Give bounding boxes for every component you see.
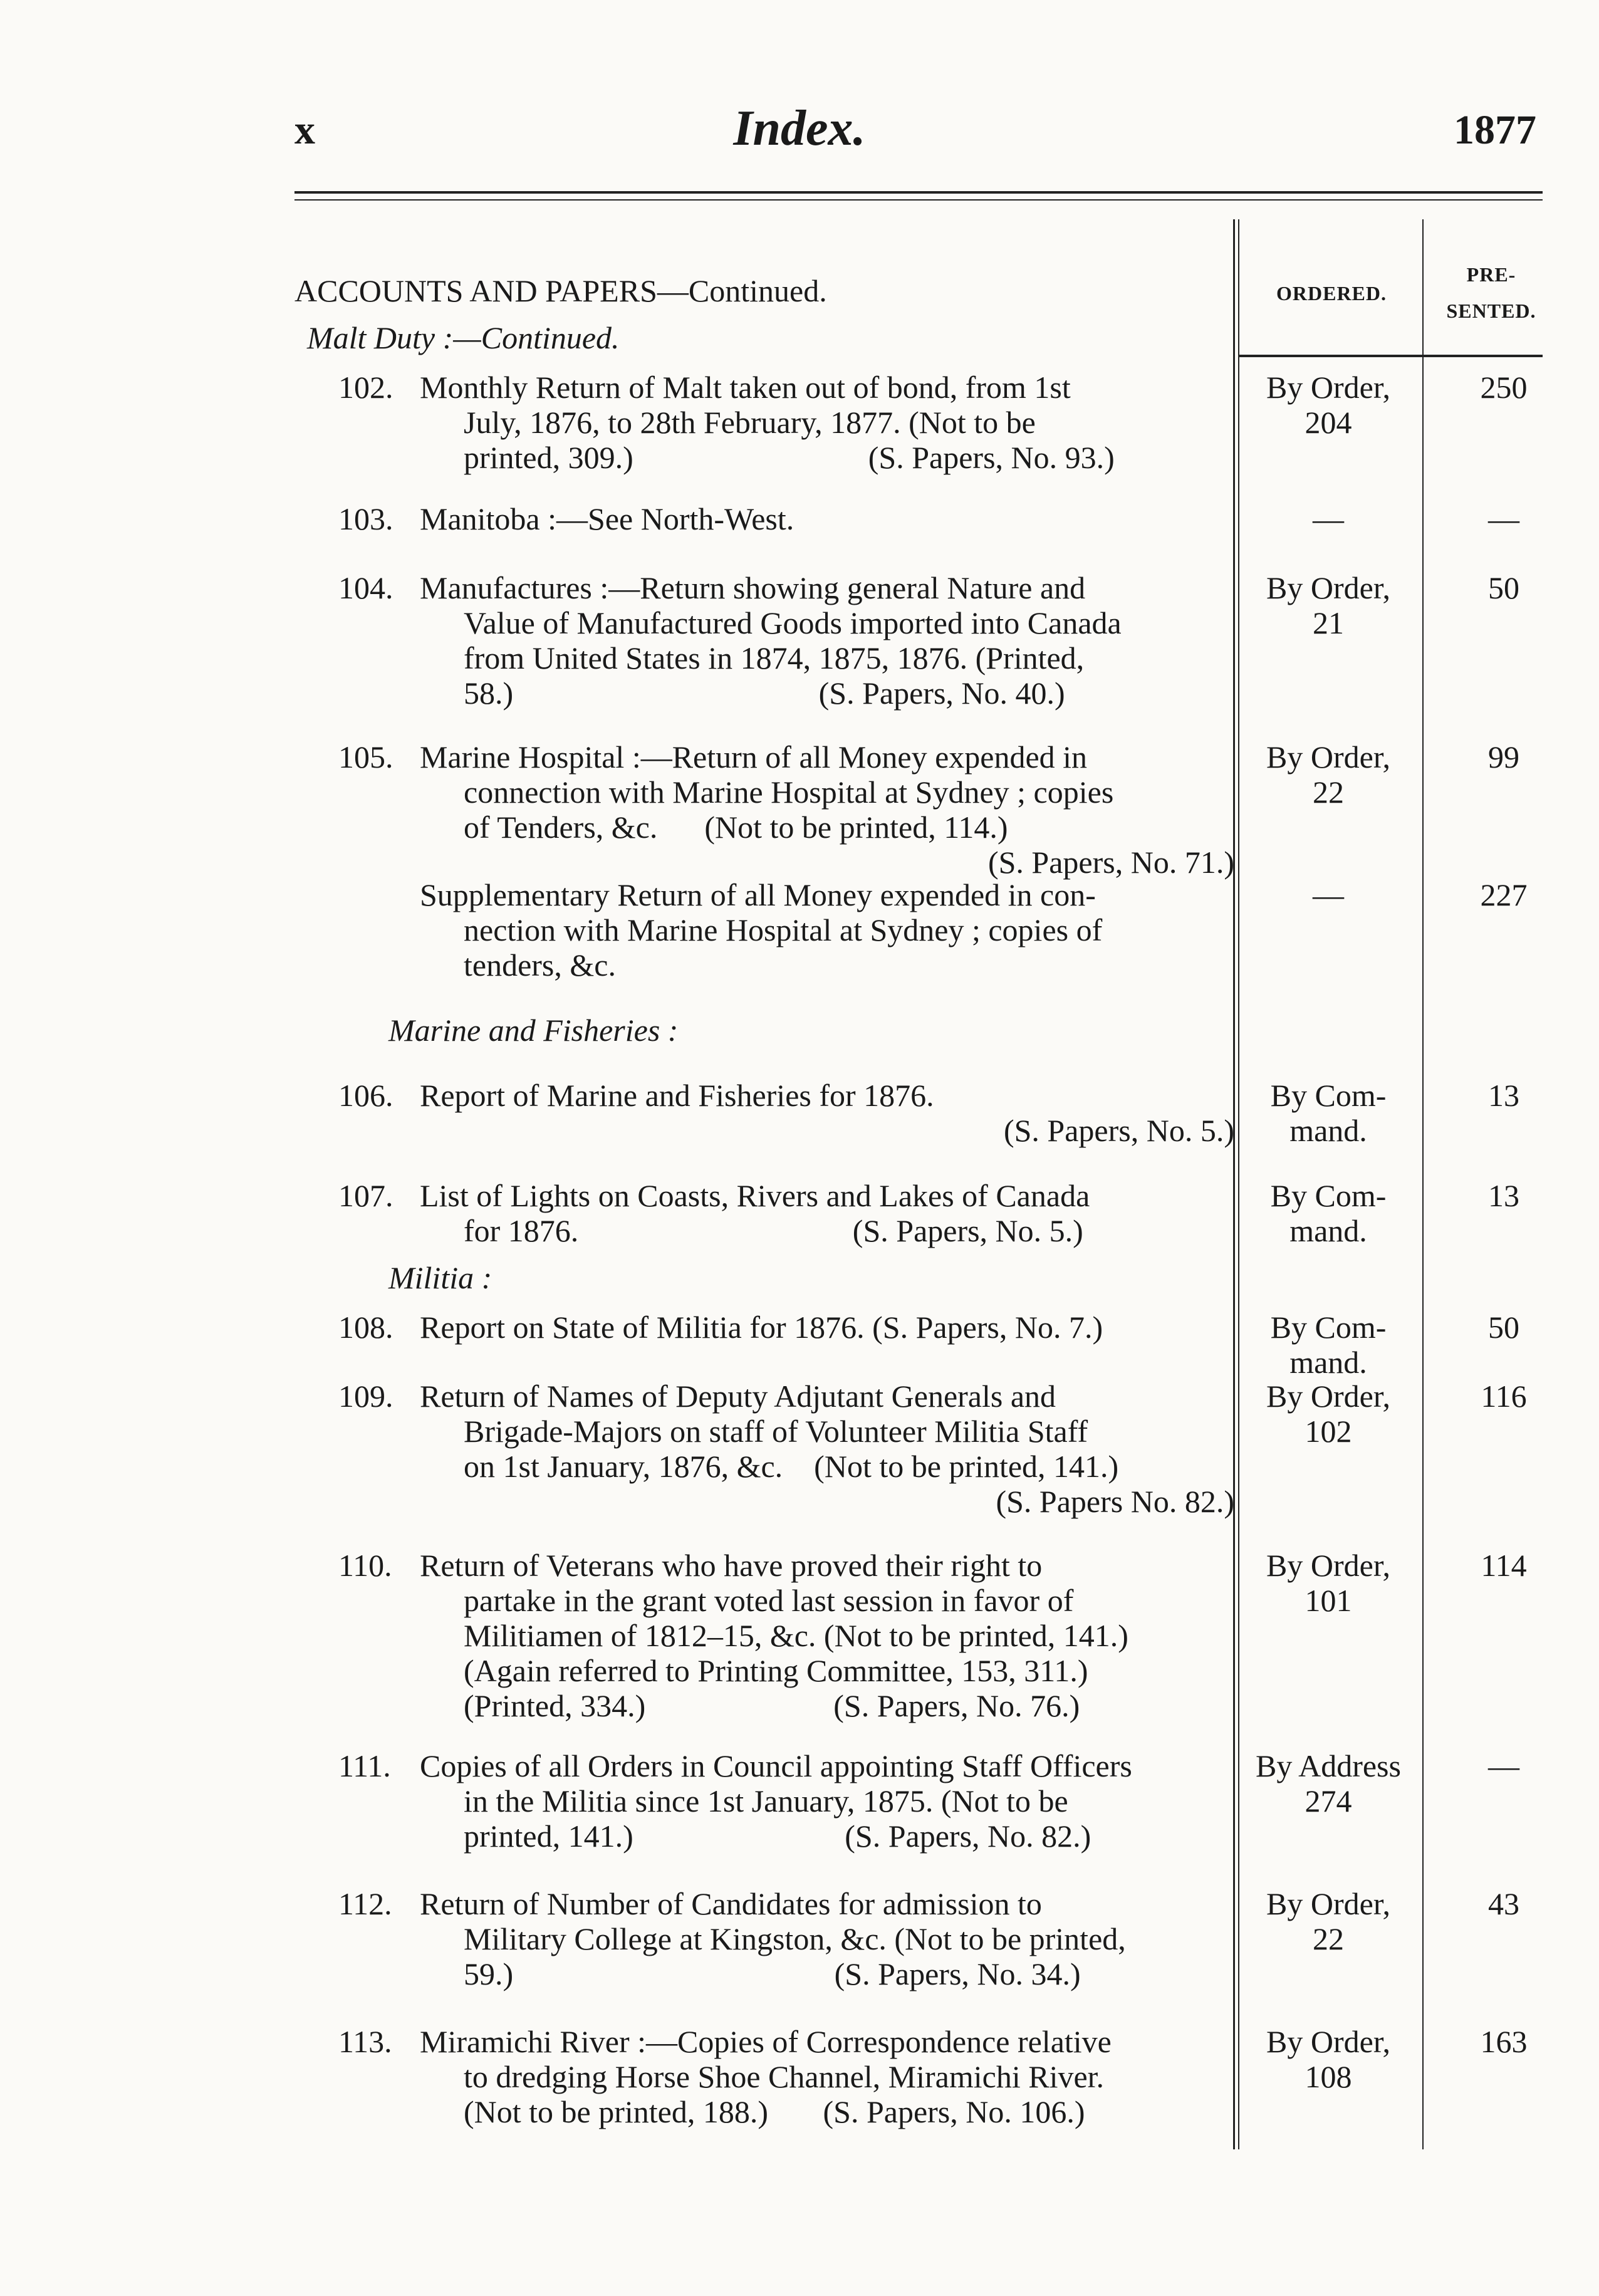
ordered-line: 101 bbox=[1305, 1583, 1352, 1618]
ordered-line: 204 bbox=[1305, 405, 1352, 440]
entry-description bbox=[420, 1886, 1234, 1991]
entry-description bbox=[420, 1748, 1234, 1854]
entry-line: tenders, &c. bbox=[464, 947, 616, 983]
entry-number: 102. bbox=[338, 370, 393, 405]
entry-line: List of Lights on Coasts, Rivers and Lakes of Canada bbox=[420, 1178, 1090, 1213]
entry-number: 104. bbox=[338, 570, 393, 605]
entry-description bbox=[420, 2024, 1234, 2129]
entry-presented: — bbox=[1488, 501, 1519, 536]
entry-number: 110. bbox=[338, 1548, 392, 1583]
entry-line: (Not to be printed, 188.) (S. Papers, No. 106.) bbox=[464, 2094, 1085, 2129]
entry-line: Brigade-Majors on staff of Volunteer Militia Staff bbox=[464, 1414, 1088, 1449]
entry-line: Military College at Kingston, &c. (Not to be printed, bbox=[464, 1921, 1126, 1956]
ordered-line: By Com- bbox=[1270, 1078, 1387, 1113]
section-subtitle: Malt Duty :—Continued. bbox=[307, 320, 620, 355]
entry-ordered bbox=[1234, 1310, 1422, 1380]
column-head-presented-2: SENTED. bbox=[1446, 300, 1536, 322]
entry-line: Monthly Return of Malt taken out of bond, from 1st bbox=[420, 370, 1071, 405]
entry-presented: 13 bbox=[1488, 1078, 1519, 1113]
entry-line: 59.) (S. Papers, No. 34.) bbox=[464, 1956, 1081, 1991]
ordered-line: mand. bbox=[1289, 1213, 1367, 1248]
entry-ordered bbox=[1234, 570, 1422, 640]
entry-line: (Again referred to Printing Committee, 153, 311.) bbox=[464, 1653, 1088, 1688]
entry-description bbox=[420, 370, 1234, 475]
column-header-rule bbox=[1238, 355, 1543, 357]
entry-ordered bbox=[1234, 501, 1422, 536]
ordered-line: By Address bbox=[1256, 1748, 1401, 1783]
entry-line: to dredging Horse Shoe Channel, Miramichi River. bbox=[464, 2059, 1105, 2094]
entry-description bbox=[420, 739, 1234, 880]
entry-number: 109. bbox=[338, 1379, 393, 1414]
entry-description bbox=[420, 1078, 1234, 1148]
entry-number: 105. bbox=[338, 739, 393, 775]
entry-presented: 13 bbox=[1488, 1178, 1519, 1213]
entry-ordered bbox=[1234, 1379, 1422, 1449]
entry-line: (S. Papers No. 82.) bbox=[996, 1484, 1234, 1519]
header-rule-bottom bbox=[294, 199, 1543, 201]
entry-line: (S. Papers, No. 5.) bbox=[1003, 1113, 1234, 1148]
section-title: ACCOUNTS AND PAPERS—Continued. bbox=[294, 273, 827, 308]
entry-line: July, 1876, to 28th February, 1877. (Not to be bbox=[464, 405, 1036, 440]
column-head-ordered: ORDERED. bbox=[1276, 282, 1387, 305]
entry-line: Marine Hospital :—Return of all Money expended in bbox=[420, 739, 1088, 775]
entry-ordered bbox=[1234, 1078, 1422, 1148]
entry-line: (S. Papers, No. 71.) bbox=[987, 845, 1234, 880]
entry-line: Manufactures :—Return showing general Nature and bbox=[420, 570, 1086, 605]
entry-presented: 99 bbox=[1488, 739, 1519, 775]
entry-number: 112. bbox=[338, 1886, 392, 1921]
ordered-line: 108 bbox=[1305, 2059, 1352, 2094]
entry-line: Value of Manufactured Goods imported into Canada bbox=[464, 605, 1122, 640]
entry-presented: — bbox=[1488, 1748, 1519, 1783]
subhead-militia: Militia : bbox=[388, 1260, 492, 1295]
ordered-line: 102 bbox=[1305, 1414, 1352, 1449]
entry-ordered bbox=[1234, 1748, 1422, 1819]
ordered-line: — bbox=[1313, 877, 1344, 912]
entry-line: printed, 141.) (S. Papers, No. 82.) bbox=[464, 1819, 1091, 1854]
entry-line: connection with Marine Hospital at Sydney ; copies bbox=[464, 775, 1114, 810]
entry-ordered bbox=[1234, 1548, 1422, 1618]
entry-line: Return of Names of Deputy Adjutant Generals and bbox=[420, 1379, 1056, 1414]
entry-presented: 50 bbox=[1488, 1310, 1519, 1345]
entry-number: 113. bbox=[338, 2024, 392, 2059]
entry-number: 107. bbox=[338, 1178, 393, 1213]
entry-line: for 1876. (S. Papers, No. 5.) bbox=[464, 1213, 1083, 1248]
ordered-line: By Order, bbox=[1266, 1379, 1390, 1414]
entry-line: on 1st January, 1876, &c. (Not to be printed, 141.) bbox=[464, 1449, 1119, 1484]
entry-line: in the Militia since 1st January, 1875. (Not to be bbox=[464, 1783, 1068, 1819]
entry-line: Return of Veterans who have proved their right to bbox=[420, 1548, 1043, 1583]
entry-line: Supplementary Return of all Money expended in con- bbox=[420, 877, 1096, 912]
entry-line: Manitoba :—See North-West. bbox=[420, 501, 794, 536]
entry-presented: 50 bbox=[1488, 570, 1519, 605]
entry-description bbox=[420, 877, 1234, 983]
ordered-line: 274 bbox=[1305, 1783, 1352, 1819]
ordered-line: 22 bbox=[1313, 1921, 1344, 1956]
ordered-line: By Order, bbox=[1266, 2024, 1390, 2059]
entry-presented: 116 bbox=[1481, 1379, 1527, 1414]
entry-description bbox=[420, 1548, 1234, 1723]
entry-description bbox=[420, 501, 1234, 536]
entry-line: Militiamen of 1812–15, &c. (Not to be printed, 141.) bbox=[464, 1618, 1128, 1653]
entry-description bbox=[420, 1310, 1234, 1345]
subhead-marine-fisheries: Marine and Fisheries : bbox=[388, 1013, 679, 1048]
ordered-line: mand. bbox=[1289, 1345, 1367, 1380]
entry-line: Report of Marine and Fisheries for 1876. bbox=[420, 1078, 934, 1113]
ordered-line: By Com- bbox=[1270, 1178, 1387, 1213]
entry-presented: 163 bbox=[1480, 2024, 1528, 2059]
presented-column-rule bbox=[1422, 219, 1424, 2149]
entry-line: Copies of all Orders in Council appointing Staff Officers bbox=[420, 1748, 1132, 1783]
entry-ordered bbox=[1234, 1178, 1422, 1248]
ordered-line: 22 bbox=[1313, 775, 1344, 810]
entry-line: (Printed, 334.) (S. Papers, No. 76.) bbox=[464, 1688, 1080, 1723]
entry-ordered bbox=[1234, 739, 1422, 810]
column-head-presented-1: PRE- bbox=[1466, 263, 1516, 286]
ordered-line: mand. bbox=[1289, 1113, 1367, 1148]
entry-description bbox=[420, 1379, 1234, 1519]
ordered-line: — bbox=[1313, 501, 1344, 536]
entry-ordered bbox=[1234, 1886, 1422, 1956]
entry-number: 106. bbox=[338, 1078, 393, 1113]
ordered-line: By Com- bbox=[1270, 1310, 1387, 1345]
entry-line: from United States in 1874, 1875, 1876. (Printed, bbox=[464, 640, 1085, 676]
entry-line: Return of Number of Candidates for admission to bbox=[420, 1886, 1042, 1921]
ordered-line: By Order, bbox=[1266, 1548, 1390, 1583]
entry-presented: 250 bbox=[1480, 370, 1528, 405]
ordered-line: By Order, bbox=[1266, 370, 1390, 405]
entry-line: printed, 309.) (S. Papers, No. 93.) bbox=[464, 440, 1115, 475]
entry-description bbox=[420, 570, 1234, 711]
entry-ordered bbox=[1234, 370, 1422, 440]
entry-line: 58.) (S. Papers, No. 40.) bbox=[464, 676, 1065, 711]
entry-line: Miramichi River :—Copies of Correspondence relative bbox=[420, 2024, 1112, 2059]
entry-description bbox=[420, 1178, 1234, 1248]
page-title: Index. bbox=[733, 101, 866, 156]
entry-presented: 43 bbox=[1488, 1886, 1519, 1921]
entry-line: partake in the grant voted last session in favor of bbox=[464, 1583, 1074, 1618]
entry-number: 108. bbox=[338, 1310, 393, 1345]
entry-line: nection with Marine Hospital at Sydney ; copies of bbox=[464, 912, 1103, 947]
entry-presented: 227 bbox=[1480, 877, 1528, 912]
entry-number: 111. bbox=[338, 1748, 391, 1783]
entry-number: 103. bbox=[338, 501, 393, 536]
ordered-line: By Order, bbox=[1266, 1886, 1390, 1921]
ordered-line: By Order, bbox=[1266, 570, 1390, 605]
entry-ordered bbox=[1234, 2024, 1422, 2094]
page-year: 1877 bbox=[1454, 107, 1536, 153]
ordered-line: 21 bbox=[1313, 605, 1344, 640]
entry-line: of Tenders, &c. (Not to be printed, 114.) bbox=[464, 810, 1008, 845]
entry-line: Report on State of Militia for 1876. (S. Papers, No. 7.) bbox=[420, 1310, 1103, 1345]
ordered-line: By Order, bbox=[1266, 739, 1390, 775]
entry-presented: 114 bbox=[1481, 1548, 1527, 1583]
header-rule-top bbox=[294, 191, 1543, 194]
entry-ordered bbox=[1234, 877, 1422, 912]
page-mark: x bbox=[294, 107, 315, 153]
